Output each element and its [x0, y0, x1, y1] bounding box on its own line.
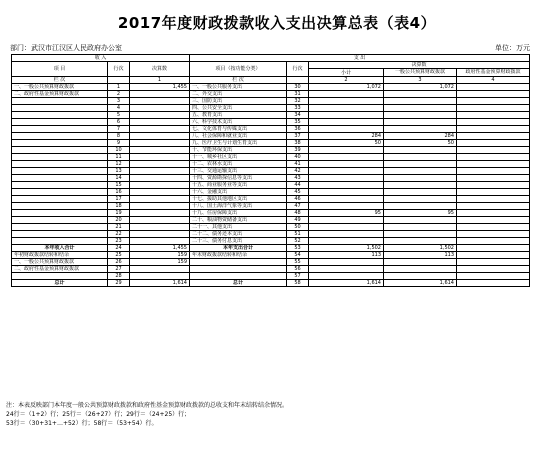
income-item-cell	[12, 273, 108, 280]
expense-item-cell: 十三、交通运输支出	[190, 168, 287, 175]
income-amount-cell	[130, 147, 190, 154]
income-amount-cell: 159	[130, 252, 190, 259]
unit-label: 单位：万元	[495, 44, 530, 52]
table-row	[12, 238, 530, 245]
subtotal-cell	[309, 112, 384, 119]
income-amount-cell	[130, 140, 190, 147]
gen-budget-cell	[384, 119, 457, 126]
income-line-cell: 5	[108, 112, 130, 119]
col-index-1: 1	[130, 77, 190, 84]
expense-item-cell: 四、公共安全支出	[190, 105, 287, 112]
income-line-cell: 4	[108, 105, 130, 112]
expense-line-cell: 47	[287, 203, 309, 210]
gen-budget-cell	[384, 105, 457, 112]
expense-item-cell: 六、科学技术支出	[190, 119, 287, 126]
gov-fund-cell	[457, 266, 530, 273]
table-row	[12, 210, 530, 217]
expense-line-cell: 32	[287, 98, 309, 105]
income-line-cell: 9	[108, 140, 130, 147]
subtotal-header: 小计	[309, 69, 384, 77]
gen-budget-cell	[384, 91, 457, 98]
finance-table	[11, 54, 530, 287]
expense-line-cell: 42	[287, 168, 309, 175]
expense-line-cell: 44	[287, 182, 309, 189]
expense-item-cell	[190, 259, 287, 266]
table-row	[12, 119, 530, 126]
income-amount-cell	[130, 119, 190, 126]
income-item-cell	[12, 105, 108, 112]
gov-fund-cell	[457, 217, 530, 224]
income-amount-cell	[130, 112, 190, 119]
expense-item-cell: 一、一般公共服务支出	[190, 84, 287, 91]
gov-fund-cell	[457, 252, 530, 259]
col-index-2: 2	[309, 77, 384, 84]
report-title: 2017年度财政拨款收入支出决算总表（表4）	[117, 14, 437, 32]
subtotal-cell	[309, 126, 384, 133]
gen-budget-cell	[384, 189, 457, 196]
income-line-cell: 11	[108, 154, 130, 161]
gov-fund-cell	[457, 112, 530, 119]
gen-budget-cell	[384, 259, 457, 266]
income-amount-cell	[130, 91, 190, 98]
income-item-cell	[12, 196, 108, 203]
gen-budget-cell	[384, 238, 457, 245]
col-index-empty	[108, 77, 130, 84]
expense-line-cell: 49	[287, 217, 309, 224]
subtotal-cell	[309, 231, 384, 238]
income-line-cell: 22	[108, 231, 130, 238]
gov-fund-cell	[457, 210, 530, 217]
expense-item-cell: 总计	[190, 280, 287, 287]
expense-line-cell: 38	[287, 140, 309, 147]
expense-item-cell: 十四、资源勘探信息等支出	[190, 175, 287, 182]
income-item-cell	[12, 210, 108, 217]
table-row	[12, 98, 530, 105]
col-index-3: 3	[384, 77, 457, 84]
gen-budget-cell	[384, 98, 457, 105]
income-item-cell: 二、政府性基金预算财政拨款	[12, 91, 108, 98]
note-line: 24行＝（1+2）行；25行＝（26+27）行；29行＝（24+25）行；	[6, 411, 191, 418]
income-amount-cell	[130, 266, 190, 273]
subtotal-cell	[309, 196, 384, 203]
expense-item-cell: 二、外交支出	[190, 91, 287, 98]
table-row	[12, 280, 530, 287]
subtotal-cell	[309, 119, 384, 126]
income-amount-cell: 1,455	[130, 84, 190, 91]
col-index-4: 4	[457, 77, 530, 84]
income-line-cell: 8	[108, 133, 130, 140]
subtotal-cell	[309, 182, 384, 189]
subtotal-cell	[309, 273, 384, 280]
subtotal-cell	[309, 168, 384, 175]
income-item-cell	[12, 147, 108, 154]
subtotal-cell	[309, 266, 384, 273]
table-row	[12, 203, 530, 210]
gov-fund-cell	[457, 203, 530, 210]
expense-item-cell	[190, 266, 287, 273]
income-amount-cell	[130, 126, 190, 133]
income-line-header: 行次	[108, 62, 130, 77]
income-item-cell	[12, 168, 108, 175]
expense-line-cell: 45	[287, 189, 309, 196]
income-item-cell	[12, 112, 108, 119]
expense-item-cell: 十八、国土海洋气象等支出	[190, 203, 287, 210]
income-item-cell	[12, 189, 108, 196]
expense-item-cell: 七、文化体育与传媒支出	[190, 126, 287, 133]
notes	[6, 401, 546, 428]
income-amount-cell	[130, 231, 190, 238]
gov-fund-cell	[457, 133, 530, 140]
table-row	[12, 182, 530, 189]
table-row	[12, 231, 530, 238]
expense-line-cell: 57	[287, 273, 309, 280]
income-amount-cell	[130, 182, 190, 189]
table-row	[12, 84, 530, 91]
income-line-cell: 26	[108, 259, 130, 266]
gen-budget-cell	[384, 126, 457, 133]
gen-budget-cell: 1,072	[384, 84, 457, 91]
expense-item-cell: 十五、商业服务业等支出	[190, 182, 287, 189]
table-row	[12, 154, 530, 161]
income-amount-cell: 1,455	[130, 245, 190, 252]
gov-fund-cell	[457, 196, 530, 203]
gov-fund-cell	[457, 98, 530, 105]
expense-line-cell: 39	[287, 147, 309, 154]
expense-item-cell: 二十、粮油物资储备支出	[190, 217, 287, 224]
gov-fund-cell	[457, 224, 530, 231]
income-item-cell	[12, 133, 108, 140]
subtotal-cell	[309, 224, 384, 231]
subtotal-cell	[309, 154, 384, 161]
table-row	[12, 168, 530, 175]
gov-fund-cell	[457, 231, 530, 238]
gen-budget-cell: 113	[384, 252, 457, 259]
gen-budget-cell	[384, 168, 457, 175]
gen-budget-cell	[384, 175, 457, 182]
table-row	[12, 147, 530, 154]
subtotal-cell	[309, 105, 384, 112]
expense-item-cell: 十二、农林水支出	[190, 161, 287, 168]
income-line-cell: 18	[108, 203, 130, 210]
income-amount-cell	[130, 133, 190, 140]
income-item-cell: 本年收入合计	[12, 245, 108, 252]
income-line-cell: 24	[108, 245, 130, 252]
gov-fund-cell	[457, 245, 530, 252]
gen-budget-cell	[384, 224, 457, 231]
income-item-cell: 年初财政拨款结转和结余	[12, 252, 108, 259]
table-row	[12, 112, 530, 119]
gen-budget-cell	[384, 196, 457, 203]
income-item-cell: 一、一般公共预算财政拨款	[12, 84, 108, 91]
subtotal-cell	[309, 238, 384, 245]
income-item-cell	[12, 182, 108, 189]
table-row	[12, 126, 530, 133]
subtotal-cell	[309, 175, 384, 182]
income-line-cell: 6	[108, 119, 130, 126]
income-line-cell: 23	[108, 238, 130, 245]
expense-item-cell: 二十二、债务还本支出	[190, 231, 287, 238]
gen-budget-cell: 1,502	[384, 245, 457, 252]
expense-line-cell: 35	[287, 119, 309, 126]
expense-line-cell: 41	[287, 161, 309, 168]
expense-line-cell: 48	[287, 210, 309, 217]
income-item-cell	[12, 154, 108, 161]
income-item-cell: 总计	[12, 280, 108, 287]
gov-fund-cell	[457, 154, 530, 161]
col-label-right: 栏 次	[190, 77, 287, 84]
gen-budget-cell	[384, 182, 457, 189]
income-item-cell	[12, 224, 108, 231]
gen-budget-cell	[384, 112, 457, 119]
expense-line-cell: 46	[287, 196, 309, 203]
gen-budget-header: 一般公共预算财政拨款	[384, 69, 457, 77]
table-row	[12, 259, 530, 266]
subtotal-cell: 1,072	[309, 84, 384, 91]
table-row	[12, 189, 530, 196]
subtotal-cell	[309, 91, 384, 98]
income-item-cell	[12, 203, 108, 210]
expense-item-cell: 本年支出合计	[190, 245, 287, 252]
gov-fund-header: 政府性基金预算财政拨款	[457, 69, 530, 77]
subtotal-cell: 284	[309, 133, 384, 140]
income-line-cell: 16	[108, 189, 130, 196]
gov-fund-cell	[457, 168, 530, 175]
gen-budget-cell	[384, 217, 457, 224]
expense-line-cell: 34	[287, 112, 309, 119]
expense-item-cell: 年末财政拨款结转和结余	[190, 252, 287, 259]
expense-line-cell: 43	[287, 175, 309, 182]
income-item-cell	[12, 217, 108, 224]
expense-header: 支 出	[190, 55, 530, 62]
expense-line-cell: 53	[287, 245, 309, 252]
table-row	[12, 252, 530, 259]
gen-budget-cell: 284	[384, 133, 457, 140]
subtotal-cell	[309, 189, 384, 196]
income-amount-cell	[130, 203, 190, 210]
gov-fund-cell	[457, 105, 530, 112]
income-line-cell: 15	[108, 182, 130, 189]
income-item-cell	[12, 175, 108, 182]
income-amount-cell	[130, 224, 190, 231]
expense-line-cell: 52	[287, 238, 309, 245]
income-line-cell: 27	[108, 266, 130, 273]
table-row	[12, 196, 530, 203]
income-item-cell	[12, 119, 108, 126]
income-amount-cell	[130, 98, 190, 105]
expense-line-cell: 55	[287, 259, 309, 266]
expense-line-cell: 31	[287, 91, 309, 98]
income-line-cell: 17	[108, 196, 130, 203]
income-line-cell: 14	[108, 175, 130, 182]
income-amount-cell: 159	[130, 259, 190, 266]
gov-fund-cell	[457, 91, 530, 98]
expense-item-cell	[190, 273, 287, 280]
income-item-cell: 二、政府性基金预算财政拨款	[12, 266, 108, 273]
expense-line-cell: 56	[287, 266, 309, 273]
note-line: 53行＝（30+31+…+52）行；58行＝（53+54）行。	[6, 420, 158, 427]
income-line-cell: 13	[108, 168, 130, 175]
income-amount-cell	[130, 273, 190, 280]
subtotal-cell: 113	[309, 252, 384, 259]
gen-budget-cell: 50	[384, 140, 457, 147]
income-amount-cell	[130, 217, 190, 224]
income-line-cell: 20	[108, 217, 130, 224]
income-line-cell: 25	[108, 252, 130, 259]
expense-amount-header: 决算数	[309, 62, 530, 69]
gov-fund-cell	[457, 238, 530, 245]
gen-budget-cell	[384, 161, 457, 168]
subtotal-cell: 1,502	[309, 245, 384, 252]
subtotal-cell: 1,614	[309, 280, 384, 287]
gov-fund-cell	[457, 259, 530, 266]
expense-item-cell: 十、节能环保支出	[190, 147, 287, 154]
gen-budget-cell	[384, 231, 457, 238]
expense-item-cell: 十九、住房保障支出	[190, 210, 287, 217]
expense-line-cell: 40	[287, 154, 309, 161]
income-item-cell	[12, 161, 108, 168]
subtotal-cell	[309, 217, 384, 224]
table-row	[12, 266, 530, 273]
table-row	[12, 245, 530, 252]
table-row	[12, 161, 530, 168]
income-line-cell: 12	[108, 161, 130, 168]
gov-fund-cell	[457, 119, 530, 126]
subtotal-cell: 95	[309, 210, 384, 217]
income-line-cell: 3	[108, 98, 130, 105]
income-item-cell: 一、一般公共预算财政拨款	[12, 259, 108, 266]
expense-item-header: 项目（按功能分类）	[190, 62, 287, 77]
income-amount-cell: 1,614	[130, 280, 190, 287]
income-amount-cell	[130, 168, 190, 175]
gov-fund-cell	[457, 273, 530, 280]
income-amount-cell	[130, 210, 190, 217]
gov-fund-cell	[457, 182, 530, 189]
table-row	[12, 105, 530, 112]
gen-budget-cell	[384, 203, 457, 210]
gen-budget-cell	[384, 273, 457, 280]
income-line-cell: 10	[108, 147, 130, 154]
gen-budget-cell: 95	[384, 210, 457, 217]
expense-item-cell: 二十一、其他支出	[190, 224, 287, 231]
income-line-cell: 21	[108, 224, 130, 231]
gen-budget-cell: 1,614	[384, 280, 457, 287]
income-item-cell	[12, 231, 108, 238]
subtotal-cell	[309, 147, 384, 154]
gov-fund-cell	[457, 175, 530, 182]
expense-line-header: 行次	[287, 62, 309, 77]
gov-fund-cell	[457, 126, 530, 133]
expense-line-cell: 37	[287, 133, 309, 140]
expense-item-cell: 三、国防支出	[190, 98, 287, 105]
income-line-cell: 19	[108, 210, 130, 217]
table-row	[12, 91, 530, 98]
note-line: 注：本表反映部门本年度一般公共预算财政拨款和政府性基金预算财政拨款的总收支和年末结转结余情况。	[6, 402, 289, 409]
gen-budget-cell	[384, 147, 457, 154]
gov-fund-cell	[457, 189, 530, 196]
gov-fund-cell	[457, 161, 530, 168]
income-line-cell: 1	[108, 84, 130, 91]
gov-fund-cell	[457, 84, 530, 91]
subtotal-cell: 50	[309, 140, 384, 147]
expense-item-cell: 十六、金融支出	[190, 189, 287, 196]
table-row	[12, 140, 530, 147]
income-item-cell	[12, 126, 108, 133]
table-row	[12, 175, 530, 182]
expense-item-cell: 二十三、债务付息支出	[190, 238, 287, 245]
expense-line-cell: 58	[287, 280, 309, 287]
income-item-header: 项 目	[12, 62, 108, 77]
table-row	[12, 217, 530, 224]
expense-line-cell: 50	[287, 224, 309, 231]
income-item-cell	[12, 140, 108, 147]
table-row	[12, 133, 530, 140]
table-row	[12, 273, 530, 280]
gov-fund-cell	[457, 280, 530, 287]
income-amount-cell	[130, 196, 190, 203]
income-amount-cell	[130, 105, 190, 112]
income-amount-cell	[130, 189, 190, 196]
expense-item-cell: 十一、城乡社区支出	[190, 154, 287, 161]
expense-item-cell: 八、社会保障和就业支出	[190, 133, 287, 140]
gov-fund-cell	[457, 140, 530, 147]
report-meta	[10, 43, 530, 53]
expense-item-cell: 五、教育支出	[190, 112, 287, 119]
expense-line-cell: 36	[287, 126, 309, 133]
income-amount-cell	[130, 238, 190, 245]
expense-item-cell: 九、医疗卫生与计划生育支出	[190, 140, 287, 147]
gen-budget-cell	[384, 266, 457, 273]
income-line-cell: 2	[108, 91, 130, 98]
expense-line-cell: 33	[287, 105, 309, 112]
income-line-cell: 28	[108, 273, 130, 280]
income-line-cell: 29	[108, 280, 130, 287]
table-row	[12, 224, 530, 231]
col-label-left: 栏 次	[12, 77, 108, 84]
income-amount-cell	[130, 161, 190, 168]
income-amount-header: 决算数	[130, 62, 190, 77]
income-item-cell	[12, 98, 108, 105]
subtotal-cell	[309, 161, 384, 168]
income-amount-cell	[130, 154, 190, 161]
expense-line-cell: 30	[287, 84, 309, 91]
income-line-cell: 7	[108, 126, 130, 133]
subtotal-cell	[309, 98, 384, 105]
income-header: 收 入	[12, 55, 190, 62]
col-index-empty	[287, 77, 309, 84]
gen-budget-cell	[384, 154, 457, 161]
subtotal-cell	[309, 259, 384, 266]
expense-line-cell: 54	[287, 252, 309, 259]
expense-item-cell: 十七、援助其他地区支出	[190, 196, 287, 203]
gov-fund-cell	[457, 147, 530, 154]
income-amount-cell	[130, 175, 190, 182]
income-item-cell	[12, 238, 108, 245]
subtotal-cell	[309, 203, 384, 210]
expense-line-cell: 51	[287, 231, 309, 238]
department-label: 部门：武汉市江汉区人民政府办公室	[10, 44, 122, 52]
